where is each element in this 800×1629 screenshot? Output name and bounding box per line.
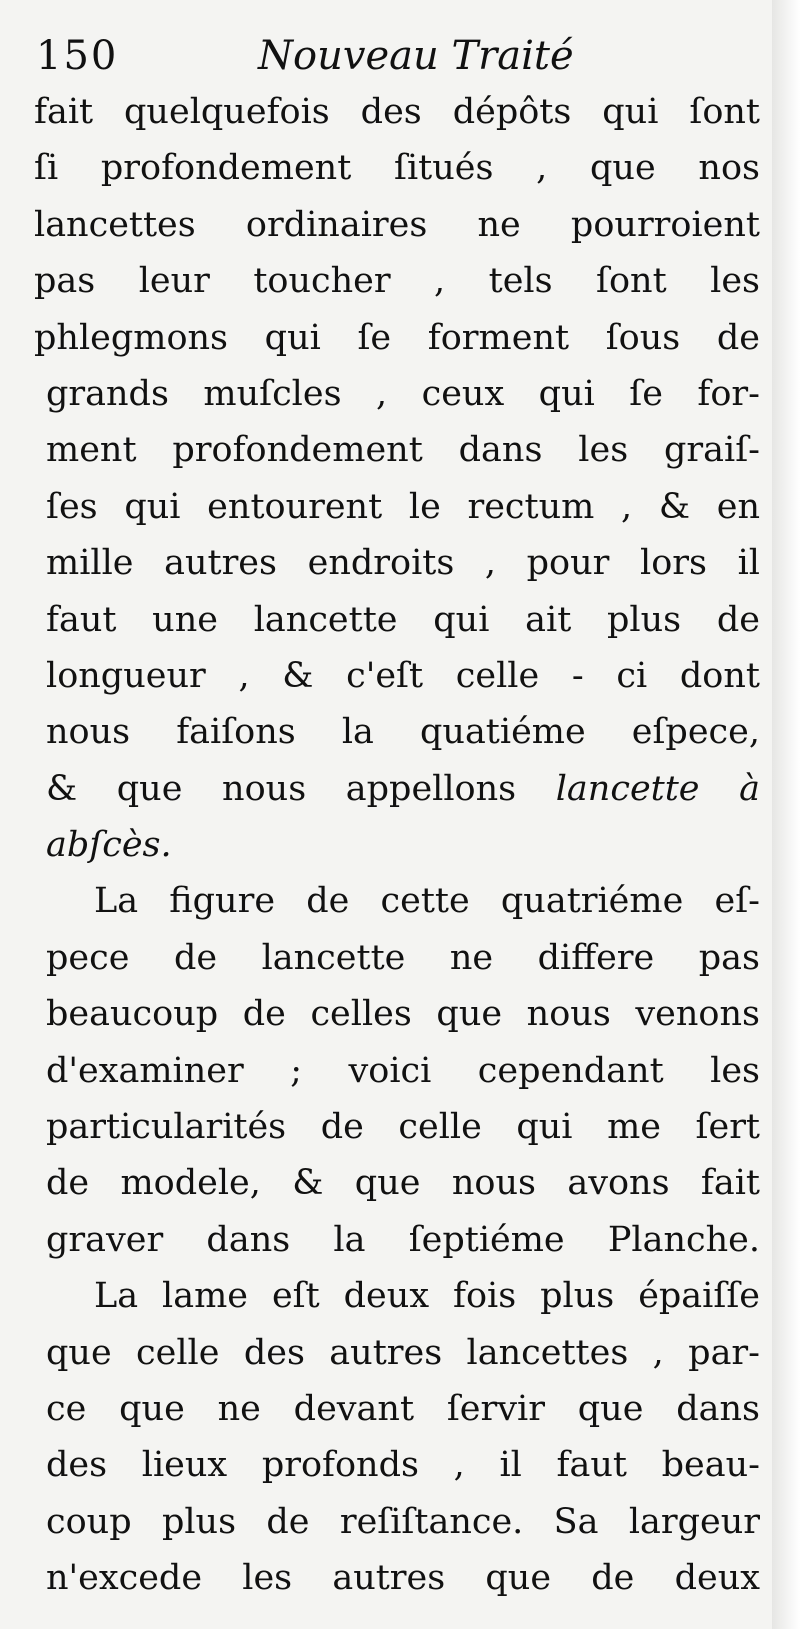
text-line: coup plus de reſiſtance. Sa largeur [46, 1501, 760, 1542]
paragraph-first-line: La figure de cette quatriéme eſ- [94, 881, 760, 922]
text-line: ſes qui entourent le rectum , & en [46, 486, 760, 527]
text-line: faut une lancette qui ait plus de [46, 599, 760, 640]
text-line: pas leur toucher , tels ſont les [34, 261, 760, 302]
text-line: d'examiner ; voici cependant les [46, 1050, 760, 1091]
text-line: graver dans la ſeptiéme Planche. [46, 1219, 760, 1260]
text-line: ment profondement dans les graiſ- [46, 430, 760, 471]
text-line [34, 817, 760, 873]
text-line: & que nous appellons lancette à [46, 768, 760, 809]
page-number: 150 [36, 33, 119, 79]
page-edge-shadow [772, 0, 800, 1629]
text-line: particularités de celle qui me ſert [46, 1107, 760, 1148]
text-line: phlegmons qui ſe forment ſous de [34, 317, 760, 358]
text-line: lancettes ordinaires ne pourroient [34, 204, 760, 245]
text-line: des lieux profonds , il faut beau- [46, 1445, 760, 1486]
text-line: fait quelquefois des dépôts qui ſont [34, 92, 760, 132]
text-line: beaucoup de celles que nous venons [46, 994, 760, 1035]
text-line: mille autres endroits , pour lors il [46, 543, 760, 584]
text-line: ſi profondement ſitués , que nos [34, 148, 760, 189]
text-line: n'excede les autres que de deux [46, 1558, 760, 1599]
running-head [34, 28, 760, 84]
text-line: grands muſcles , ceux qui ſe for- [46, 373, 760, 414]
paragraph-first-line: La lame eſt deux fois plus épaiſſe [94, 1276, 760, 1317]
italic-term: abſcès. [46, 825, 172, 866]
running-title: Nouveau Traité [258, 33, 574, 79]
text-line: nous faiſons la quatiéme eſpece, [46, 712, 760, 753]
text-line: que celle des autres lancettes , par- [46, 1332, 760, 1373]
text-block [34, 28, 760, 1607]
text-line: pece de lancette ne differe pas [46, 937, 760, 978]
text-line: ce que ne devant ſervir que dans [46, 1388, 760, 1429]
italic-term: lancette à [555, 768, 760, 809]
text-line: de modele, & que nous avons fait [46, 1163, 760, 1204]
text-line: longueur , & c'eſt celle - ci dont [46, 655, 760, 696]
